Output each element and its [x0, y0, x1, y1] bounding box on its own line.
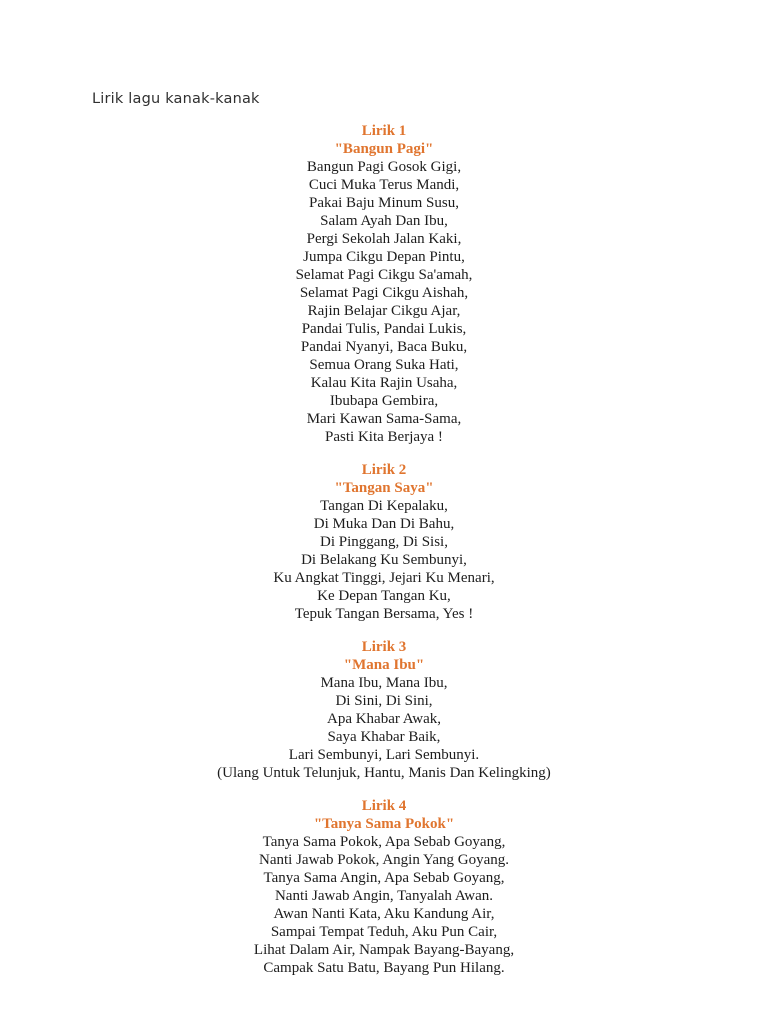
lyrics-container [0, 122, 768, 992]
lyric-line: Kalau Kita Rajin Usaha, [310, 375, 458, 391]
lyric-line: Di Pinggang, Di Sisi, [320, 534, 448, 550]
lyric-line: Di Sini, Di Sini, [335, 693, 433, 709]
lyric-line: Cuci Muka Terus Mandi, [308, 177, 460, 193]
lyric-line: Nanti Jawab Pokok, Angin Yang Goyang. [259, 852, 509, 868]
lyric-line: Rajin Belajar Cikgu Ajar, [307, 303, 461, 319]
lyric-line: Campak Satu Batu, Bayang Pun Hilang. [263, 960, 505, 976]
section-4-heading: Lirik 4 [361, 798, 407, 814]
lyric-line: Mana Ibu, Mana Ibu, [320, 675, 448, 691]
section-1-subtitle: "Bangun Pagi" [334, 141, 434, 157]
lyric-line: Nanti Jawab Angin, Tanyalah Awan. [274, 888, 494, 904]
lyric-line: Pandai Nyanyi, Baca Buku, [300, 339, 468, 355]
lyric-line: Lihat Dalam Air, Nampak Bayang-Bayang, [253, 942, 515, 958]
lyric-line: Tepuk Tangan Bersama, Yes ! [294, 606, 474, 622]
lyric-line: Tanya Sama Pokok, Apa Sebab Goyang, [262, 834, 506, 850]
lyric-line: Saya Khabar Baik, [327, 729, 441, 745]
lyric-line: Sampai Tempat Teduh, Aku Pun Cair, [270, 924, 498, 940]
lyric-line: Lari Sembunyi, Lari Sembunyi. [288, 747, 480, 763]
lyric-section-3 [0, 638, 768, 782]
lyric-section-2 [0, 461, 768, 623]
lyric-line: Pakai Baju Minum Susu, [308, 195, 459, 211]
lyric-line: Jumpa Cikgu Depan Pintu, [303, 249, 465, 265]
section-3-subtitle: "Mana Ibu" [343, 657, 425, 673]
lyric-line: Ibubapa Gembira, [329, 393, 439, 409]
lyric-line: Di Muka Dan Di Bahu, [313, 516, 455, 532]
lyric-line: Salam Ayah Dan Ibu, [320, 213, 448, 229]
lyric-line: (Ulang Untuk Telunjuk, Hantu, Manis Dan Kelingking) [217, 765, 551, 781]
section-1-heading: Lirik 1 [361, 123, 407, 139]
lyric-line: Tangan Di Kepalaku, [320, 498, 448, 514]
lyric-line: Di Belakang Ku Sembunyi, [301, 552, 467, 568]
lyric-line: Bangun Pagi Gosok Gigi, [306, 159, 462, 175]
lyric-line: Tanya Sama Angin, Apa Sebab Goyang, [263, 870, 505, 886]
lyric-line: Mari Kawan Sama-Sama, [306, 411, 462, 427]
section-3-heading: Lirik 3 [361, 639, 407, 655]
lyric-section-1 [0, 122, 768, 446]
lyric-line: Awan Nanti Kata, Aku Kandung Air, [273, 906, 495, 922]
lyric-line: Selamat Pagi Cikgu Sa'amah, [295, 267, 473, 283]
section-2-subtitle: "Tangan Saya" [334, 480, 434, 496]
lyric-section-4 [0, 797, 768, 977]
lyric-line: Pasti Kita Berjaya ! [325, 429, 443, 445]
document-title: Lirik lagu kanak-kanak [92, 91, 260, 107]
lyric-line: Ke Depan Tangan Ku, [317, 588, 451, 604]
lyric-line: Semua Orang Suka Hati, [309, 357, 459, 373]
lyric-line: Ku Angkat Tinggi, Jejari Ku Menari, [273, 570, 495, 586]
section-4-subtitle: "Tanya Sama Pokok" [313, 816, 455, 832]
lyric-line: Selamat Pagi Cikgu Aishah, [299, 285, 469, 301]
lyric-line: Pergi Sekolah Jalan Kaki, [306, 231, 462, 247]
lyric-line: Pandai Tulis, Pandai Lukis, [301, 321, 467, 337]
lyric-line: Apa Khabar Awak, [326, 711, 441, 727]
section-2-heading: Lirik 2 [361, 462, 407, 478]
